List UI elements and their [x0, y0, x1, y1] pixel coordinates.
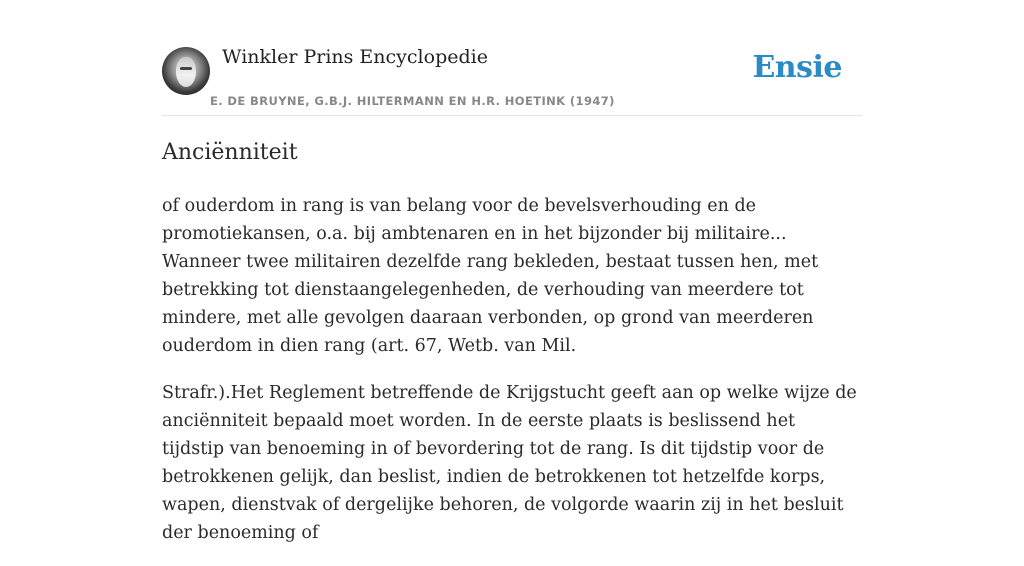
avatar-face [176, 57, 196, 87]
site-header [162, 46, 862, 116]
entry-body [162, 192, 862, 566]
entry-paragraph: of ouderdom in rang is van belang voor de bevelsverhouding en de promotiekansen, o.a. bij ambtenaren en in het bijzonder bij militaire... Wanneer twee militairen dezelfde rang bekleden, bestaat tussen hen, met betrekking tot dienstaangelegenheden, de verhouding van meerdere tot mindere, met alle gevolgen daaraan verbonden, op grond van meerderen ouderdom in dien rang (art. 67, Wetb. van Mil. [162, 196, 819, 356]
author-avatar [162, 47, 210, 95]
entry-paragraph: Strafr.).Het Reglement betreffende de Krijgstucht geeft aan op welke wijze de anciënniteit bepaald moet worden. In de eerste plaats is beslissend het tijdstip van benoeming in of bevordering tot de rang. Is dit tijdstip voor de betrokkenen gelijk, dan beslist, indien de betrokkenen tot hetzelfde korps, wapen, dienstvak of dergelijke behoren, de volgorde waarin zij in het besluit der benoeming of [162, 383, 857, 543]
brand-logo[interactable]: Ensie [752, 50, 842, 85]
site-title[interactable]: Winkler Prins Encyclopedie [222, 46, 488, 68]
avatar-eyes [180, 67, 192, 70]
entry-title: Anciënniteit [162, 140, 298, 165]
site-byline: E. DE BRUYNE, G.B.J. HILTERMANN EN H.R. HOETINK (1947) [210, 94, 615, 108]
